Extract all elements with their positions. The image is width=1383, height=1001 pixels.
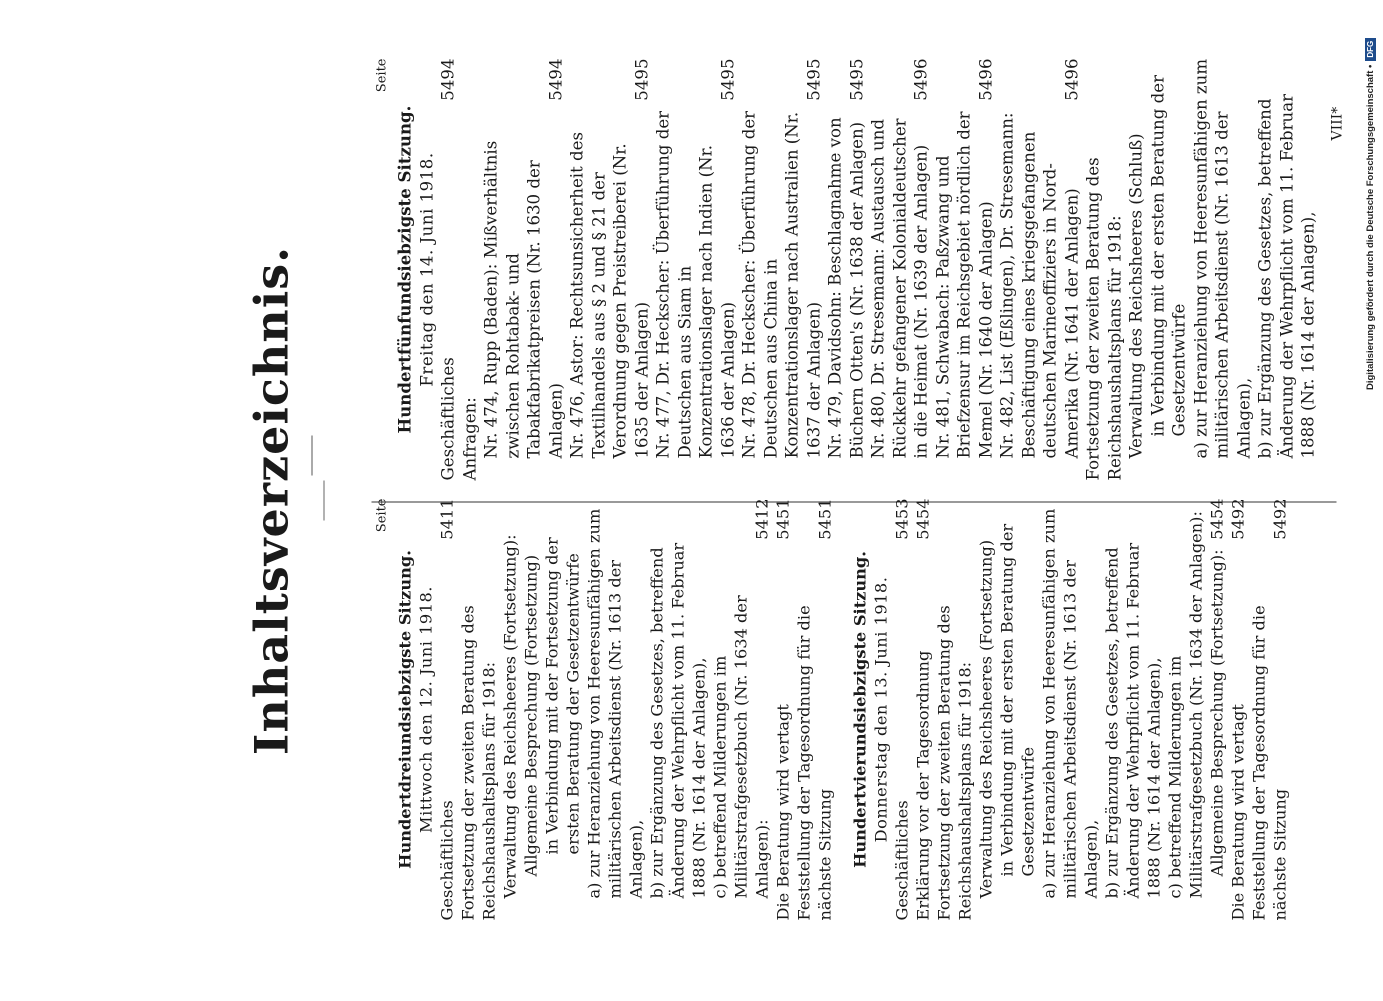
toc-page-number: 5496 [976,58,995,101]
toc-page-number: 5454 [913,498,933,540]
session-date: Donnerstag den 13. Juni 1918. [871,576,891,843]
toc-page-number: 5451 [773,498,793,540]
toc-entry [481,59,567,481]
session-title: Hundertdreiundsiebzigste Sitzung. [395,550,415,869]
toc-page-number: 5496 [911,58,931,101]
toc-entry-text: Verwaltung des Reichsheeres (Fortsetzung): [500,534,520,899]
toc-entry-text: Nr. 478, Dr. Heckscher: Überführung der Deutschen aus China in Konzentrationslager nach Australien (Nr. 1637 der Anlagen) [739,110,823,459]
toc-entry [437,499,458,921]
toc-entry [1083,59,1126,481]
toc-entry [584,499,647,921]
toc-entry-text: a) zur Heranziehung von Heeresunfähigen zum militärischen Arbeitsdienst (Nr. 1613 der Anlagen), [584,508,646,899]
toc-entry-text: Die Beratung wird vertagt [773,704,793,921]
toc-entry [934,499,976,921]
toc-entry [1102,499,1165,921]
toc-entry-text: Feststellung der Tagesordnung für die nächste Sitzung [1249,605,1290,921]
toc-entry [647,499,710,921]
toc-entry [500,499,521,921]
toc-page-number: 5492 [1228,498,1248,540]
toc-entry-text: Nr. 476, Astor: Rechtsunsicherheit des Textilhandels aus § 2 und § 21 der Verordnung gegen Preistreiberei (Nr. 1635 der Anlagen) [567,132,651,459]
toc-entry [997,59,1083,481]
toc-entry-text: Allgemeine Besprechung (Fortsetzung): [1207,549,1227,877]
toc-page-number: 5495 [847,58,866,101]
seite-label: Seite [374,498,390,533]
toc-page-number: 5411 [437,498,457,540]
toc-entry [739,59,825,481]
toc-page-number: 5412 [752,498,772,540]
session-title: Hundertfünfundsiebzigste Sitzung. [394,105,415,434]
digitization-credit [1360,10,1380,390]
toc-entry [997,499,1039,921]
toc-entry-text: Verwaltung des Reichsheeres (Fortsetzung) [976,539,996,899]
toc-entry-text: b) zur Ergänzung des Gesetzes, betreffend Änderung der Wehrpflicht vom 11. Februar 1888 (Nr. 1614 der Anlagen), [1102,542,1164,899]
toc-entry [1039,499,1102,921]
toc-entry [542,499,584,921]
toc-entry [773,499,794,921]
toc-entry [710,499,773,921]
toc-entry-text: in Verbindung mit der ersten Beratung der Gesetzentwürfe [997,523,1038,877]
toc-page-number: 5495 [804,58,823,101]
toc-entry-text: Geschäftliches [892,800,912,921]
toc-entry-text: Verwaltung des Reichsheeres (Schluß) [1126,133,1146,459]
toc-entry [1249,499,1291,921]
toc-entry-text: a) zur Heranziehung von Heeresunfähigen zum militärischen Arbeitsdienst (Nr. 1613 der Anlagen), [1039,508,1101,899]
toc-entry-text: Fortsetzung der zweiten Beratung des Reichshaushaltsplans für 1918: [458,605,499,921]
toc-entry-text: Fortsetzung der zweiten Beratung des Reichshaushaltsplans für 1918: [934,605,975,921]
toc-entry [1255,59,1320,481]
page-title: Inhaltsverzeichnis. [244,245,299,756]
toc-entry-text: in Verbindung mit der ersten Beratung der Gesetzentwürfe [1148,75,1189,437]
toc-entry [868,59,933,481]
toc-page-number: 5451 [815,498,835,540]
toc-entry-text: Geschäftliches [438,357,458,481]
toc-entry-text: Nr. 480, Dr. Stresemann: Austausch und Rückkehr gefangener Kolonialdeutscher in die Heimat (Nr. 1639 der Anlagen) [868,118,931,459]
toc-entry-text: Fortsetzung der zweiten Beratung des Reichshaushaltsplans für 1918: [1083,157,1124,481]
toc-entry-text: Nr. 477, Dr. Heckscher: Überführung der Deutschen aus Siam in Konzentrationslager nach Indien (Nr. 1636 der Anlagen) [653,110,737,459]
toc-page-number: 5453 [892,498,912,540]
toc-entry [1207,499,1228,921]
toc-entry [932,59,997,481]
printer-signature: VIII* [1329,106,1346,141]
session-date: Mittwoch den 12. Juni 1918. [416,586,436,833]
toc-entry [458,499,500,921]
toc-entry [976,499,997,921]
toc-entry [653,59,739,481]
toc-entry [913,499,934,921]
session-block [395,59,1320,481]
toc-entry [1228,499,1249,921]
toc-page-number: 5495 [718,58,737,101]
toc-entry-text: a) zur Heranziehung von Heeresunfähigen zum militärischen Arbeitsdienst (Nr. 1613 der Anlagen), [1191,58,1253,459]
toc-entry [521,499,542,921]
toc-entry [794,499,836,921]
toc-entry-text: Nr. 479, Davidsohn: Beschlagnahme von Büchern Otten's (Nr. 1638 der Anlagen) [825,117,866,459]
toc-entry-text: c) betreffend Milderungen im Militärstrafgesetzbuch (Nr. 1634 der Anlagen): [710,595,772,899]
toc-entry [825,59,868,481]
toc-entry-text: Feststellung der Tagesordnung für die nächste Sitzung [794,605,835,921]
toc-entry [1165,499,1207,921]
toc-page-number: 5495 [632,58,651,101]
toc-entry-text: Nr. 482, List (Eßlingen), Dr. Stresemann: Beschäftigung eines kriegsgefangenen deutschen Marineoffiziers in Nord-Amerika (Nr. 1641 der Anlagen) [997,112,1081,459]
toc-entry-text: Geschäftliches [437,800,457,921]
toc-entry-text: Anfragen: [460,397,479,481]
toc-entry [438,59,460,481]
toc-page-number: 5496 [1062,58,1081,101]
toc-entry [1126,59,1148,481]
title-ornament-rule [312,436,313,476]
right-column [375,59,1320,481]
dfg-logo-icon: DFG [1365,38,1376,61]
toc-entry-text: Nr. 474, Rupp (Baden): Mißverhältnis zwischen Rohtabak- und Tabakfabrikatpreisen (Nr. 1630 der Anlagen) [481,140,565,459]
toc-entry-text: Die Beratung wird vertagt [1228,704,1248,921]
toc-page-number: 5494 [546,58,565,101]
divider-ornament [324,481,325,521]
toc-entry-text: Nr. 481, Schwabach: Paßzwang und Briefzensur im Reichsgebiet nördlich der Memel (Nr. 1640 der Anlagen) [933,111,995,459]
toc-page-number: 5494 [438,58,458,101]
toc-entry [892,499,913,921]
session-block [395,499,836,921]
toc-page-number: 5454 [1207,498,1227,540]
toc-page-number: 5492 [1270,498,1290,540]
toc-entry-text: b) zur Ergänzung des Gesetzes, betreffend Änderung der Wehrpflicht vom 11. Februar 1888 (Nr. 1614 der Anlagen), [647,542,709,899]
session-date: Freitag den 14. Juni 1918. [417,152,436,387]
toc-entry [567,59,653,481]
credit-text: Digitalisierung gefördert durch die Deutsche Forschungsgemeinschaft • [1364,64,1376,390]
toc-entry-text: c) betreffend Milderungen im Militärstrafgesetzbuch (Nr. 1634 der Anlagen): [1165,511,1206,899]
toc-entry-text: Erklärung vor der Tagesordnung [913,650,933,921]
toc-entry [1190,59,1255,481]
toc-entry-text: in Verbindung mit der Fortsetzung der ersten Beratung der Gesetzentwürfe [542,537,583,855]
rotated-document-page [0,1,1383,1001]
toc-entry [1147,59,1190,481]
session-title: Hundertvierundsiebzigste Sitzung. [850,551,870,868]
toc-entry-text: Allgemeine Besprechung (Fortsetzung) [521,554,541,877]
seite-label: Seite [374,58,390,93]
session-block [850,499,1291,921]
toc-entry [459,59,481,481]
toc-entry-text: b) zur Ergänzung des Gesetzes, betreffend Änderung der Wehrpflicht vom 11. Februar 1888 (Nr. 1614 der Anlagen), [1255,93,1318,459]
left-column [375,499,1291,921]
